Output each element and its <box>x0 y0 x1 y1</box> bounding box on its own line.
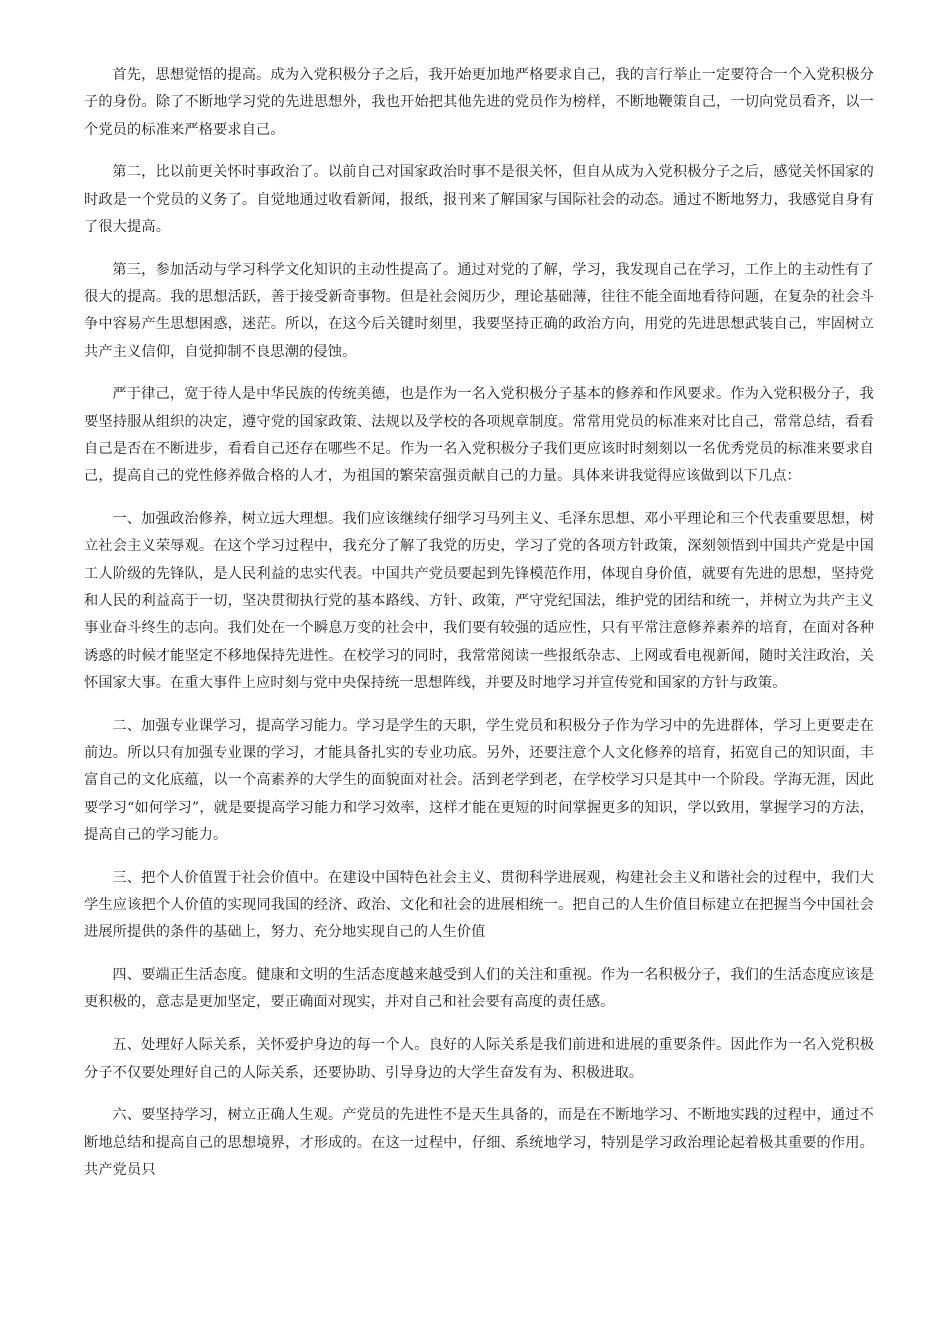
paragraph-point-6-keep-learning: 六、要坚持学习，树立正确人生观。产党员的先进性不是天生具备的，而是在不断地学习、不断地实践的过程中，通过不断地总结和提高自己的思想境界，才形成的。在这一过程中，仔细、系统地学习，特别是学习政治理论起着极其重要的作用。共产党员只 <box>84 1107 874 1178</box>
paragraph-point-2-professional-study: 二、加强专业课学习，提高学习能力。学习是学生的天职，学生党员和积极分子作为学习中的先进群体，学习上更要走在前边。所以只有加强专业课的学习，才能具备扎实的专业功底。另外，还要注意个人文化修养的培育，拓宽自己的知识面，丰富自己的文化底蕴，以一个高素养的大学生的面貌面对社会。活到老学到老，在学校学习只是其中一个阶段。学海无涯，因此要学习“如何学习”，就是要提高学习能力和学习效率，这样才能在更短的时间掌握更多的知识，学以致用，掌握学习的方法，提高自己的学习能力。 <box>84 717 874 843</box>
paragraph-point-3-personal-value: 三、把个人价值置于社会价值中。在建设中国特色社会主义、贯彻科学进展观，构建社会主义和谐社会的过程中，我们大学生应该把个人价值的实现同我国的经济、政治、文化和社会的进展相统一。把自己的人生价值目标建立在把握当今中国社会进展所提供的条件的基础上，努力、充分地实现自己的人生价值 <box>84 869 874 941</box>
document-page <box>84 62 874 1200</box>
paragraph-point-4-life-attitude: 四、要端正生活态度。健康和文明的生活态度越来越受到人们的关注和重视。作为一名积极分子，我们的生活态度应该是更积极的，意志是更加坚定，要正确面对现实，并对自己和社会要有高度的责任感。 <box>84 967 874 1011</box>
paragraph-current-affairs: 第二，比以前更关怀时事政治了。以前自己对国家政治时事不是很关怀，但自从成为入党积极分子之后，感觉关怀国家的时政是一个党员的义务了。自觉地通过收看新闻，报纸，报刊来了解国家与国际社会的动态。通过不断地努力，我感觉自身有了很大提高。 <box>84 164 874 235</box>
paragraph-self-discipline: 严于律己，宽于待人是中华民族的传统美德，也是作为一名入党积极分子基本的修养和作风要求。作为入党积极分子，我要坚持服从组织的决定，遵守党的国家政策、法规以及学校的各项规章制度。常常用党员的标准来对比自己，常常总结，看看自己是否在不断进步，看看自己还存在哪些不足。作为一名入党积极分子我们更应该时时刻刻以一名优秀党员的标准来要求自己，提高自己的党性修养做合格的人才，为祖国的繁荣富强贡献自己的力量。具体来讲我觉得应该做到以下几点： <box>84 386 874 485</box>
paragraph-point-1-political-cultivation: 一、加强政治修养，树立远大理想。我们应该继续仔细学习马列主义、毛泽东思想、邓小平理论和三个代表重要思想，树立社会主义荣辱观。在这个学习过程中，我充分了解了我党的历史，学习了党的各项方针政策，深刻领悟到中国共产党是中国工人阶级的先锋队，是人民利益的忠实代表。中国共产党员要起到先锋模范作用，体现自身价值，就要有先进的思想，坚持党和人民的利益高于一切，坚决贯彻执行党的基本路线、方针、政策，严守党纪国法，维护党的团结和统一，并树立为共产主义事业奋斗终生的志向。我们处在一个瞬息万变的社会中，我们要有较强的适应性，只有平常注意修养素养的培育，在面对各种诱惑的时候才能坚定不移地保持先进性。在校学习的同时，我常常阅读一些报纸杂志、上网或看电视新闻，随时关注政治，关怀国家大事。在重大事件上应时刻与党中央保持统一思想阵线，并要及时地学习并宣传党和国家的方针与政策。 <box>84 511 874 691</box>
paragraph-ideological-awareness: 首先，思想觉悟的提高。成为入党积极分子之后，我开始更加地严格要求自己，我的言行举止一定要符合一个入党积极分子的身份。除了不断地学习党的先进思想外，我也开始把其他先进的党员作为榜样，不断地鞭策自己，一切向党员看齐，以一个党员的标准来严格要求自己。 <box>84 67 874 138</box>
paragraph-point-5-relationships: 五、处理好人际关系，关怀爱护身边的每一个人。良好的人际关系是我们前进和进展的重要条件。因此作为一名入党积极分子不仅要处理好自己的人际关系，还要协助、引导身边的大学生奋发有为、积极进取。 <box>84 1037 874 1081</box>
paragraph-initiative: 第三，参加活动与学习科学文化知识的主动性提高了。通过对党的了解，学习，我发现自己在学习，工作上的主动性有了很大的提高。我的思想活跃，善于接受新奇事物。但是社会阅历少，理论基础薄，往往不能全面地看待问题，在复杂的社会斗争中容易产生思想困惑，迷茫。所以，在这今后关键时刻里，我要坚持正确的政治方向，用党的先进思想武装自己，牢固树立共产主义信仰，自觉抑制不良思潮的侵蚀。 <box>84 261 874 360</box>
